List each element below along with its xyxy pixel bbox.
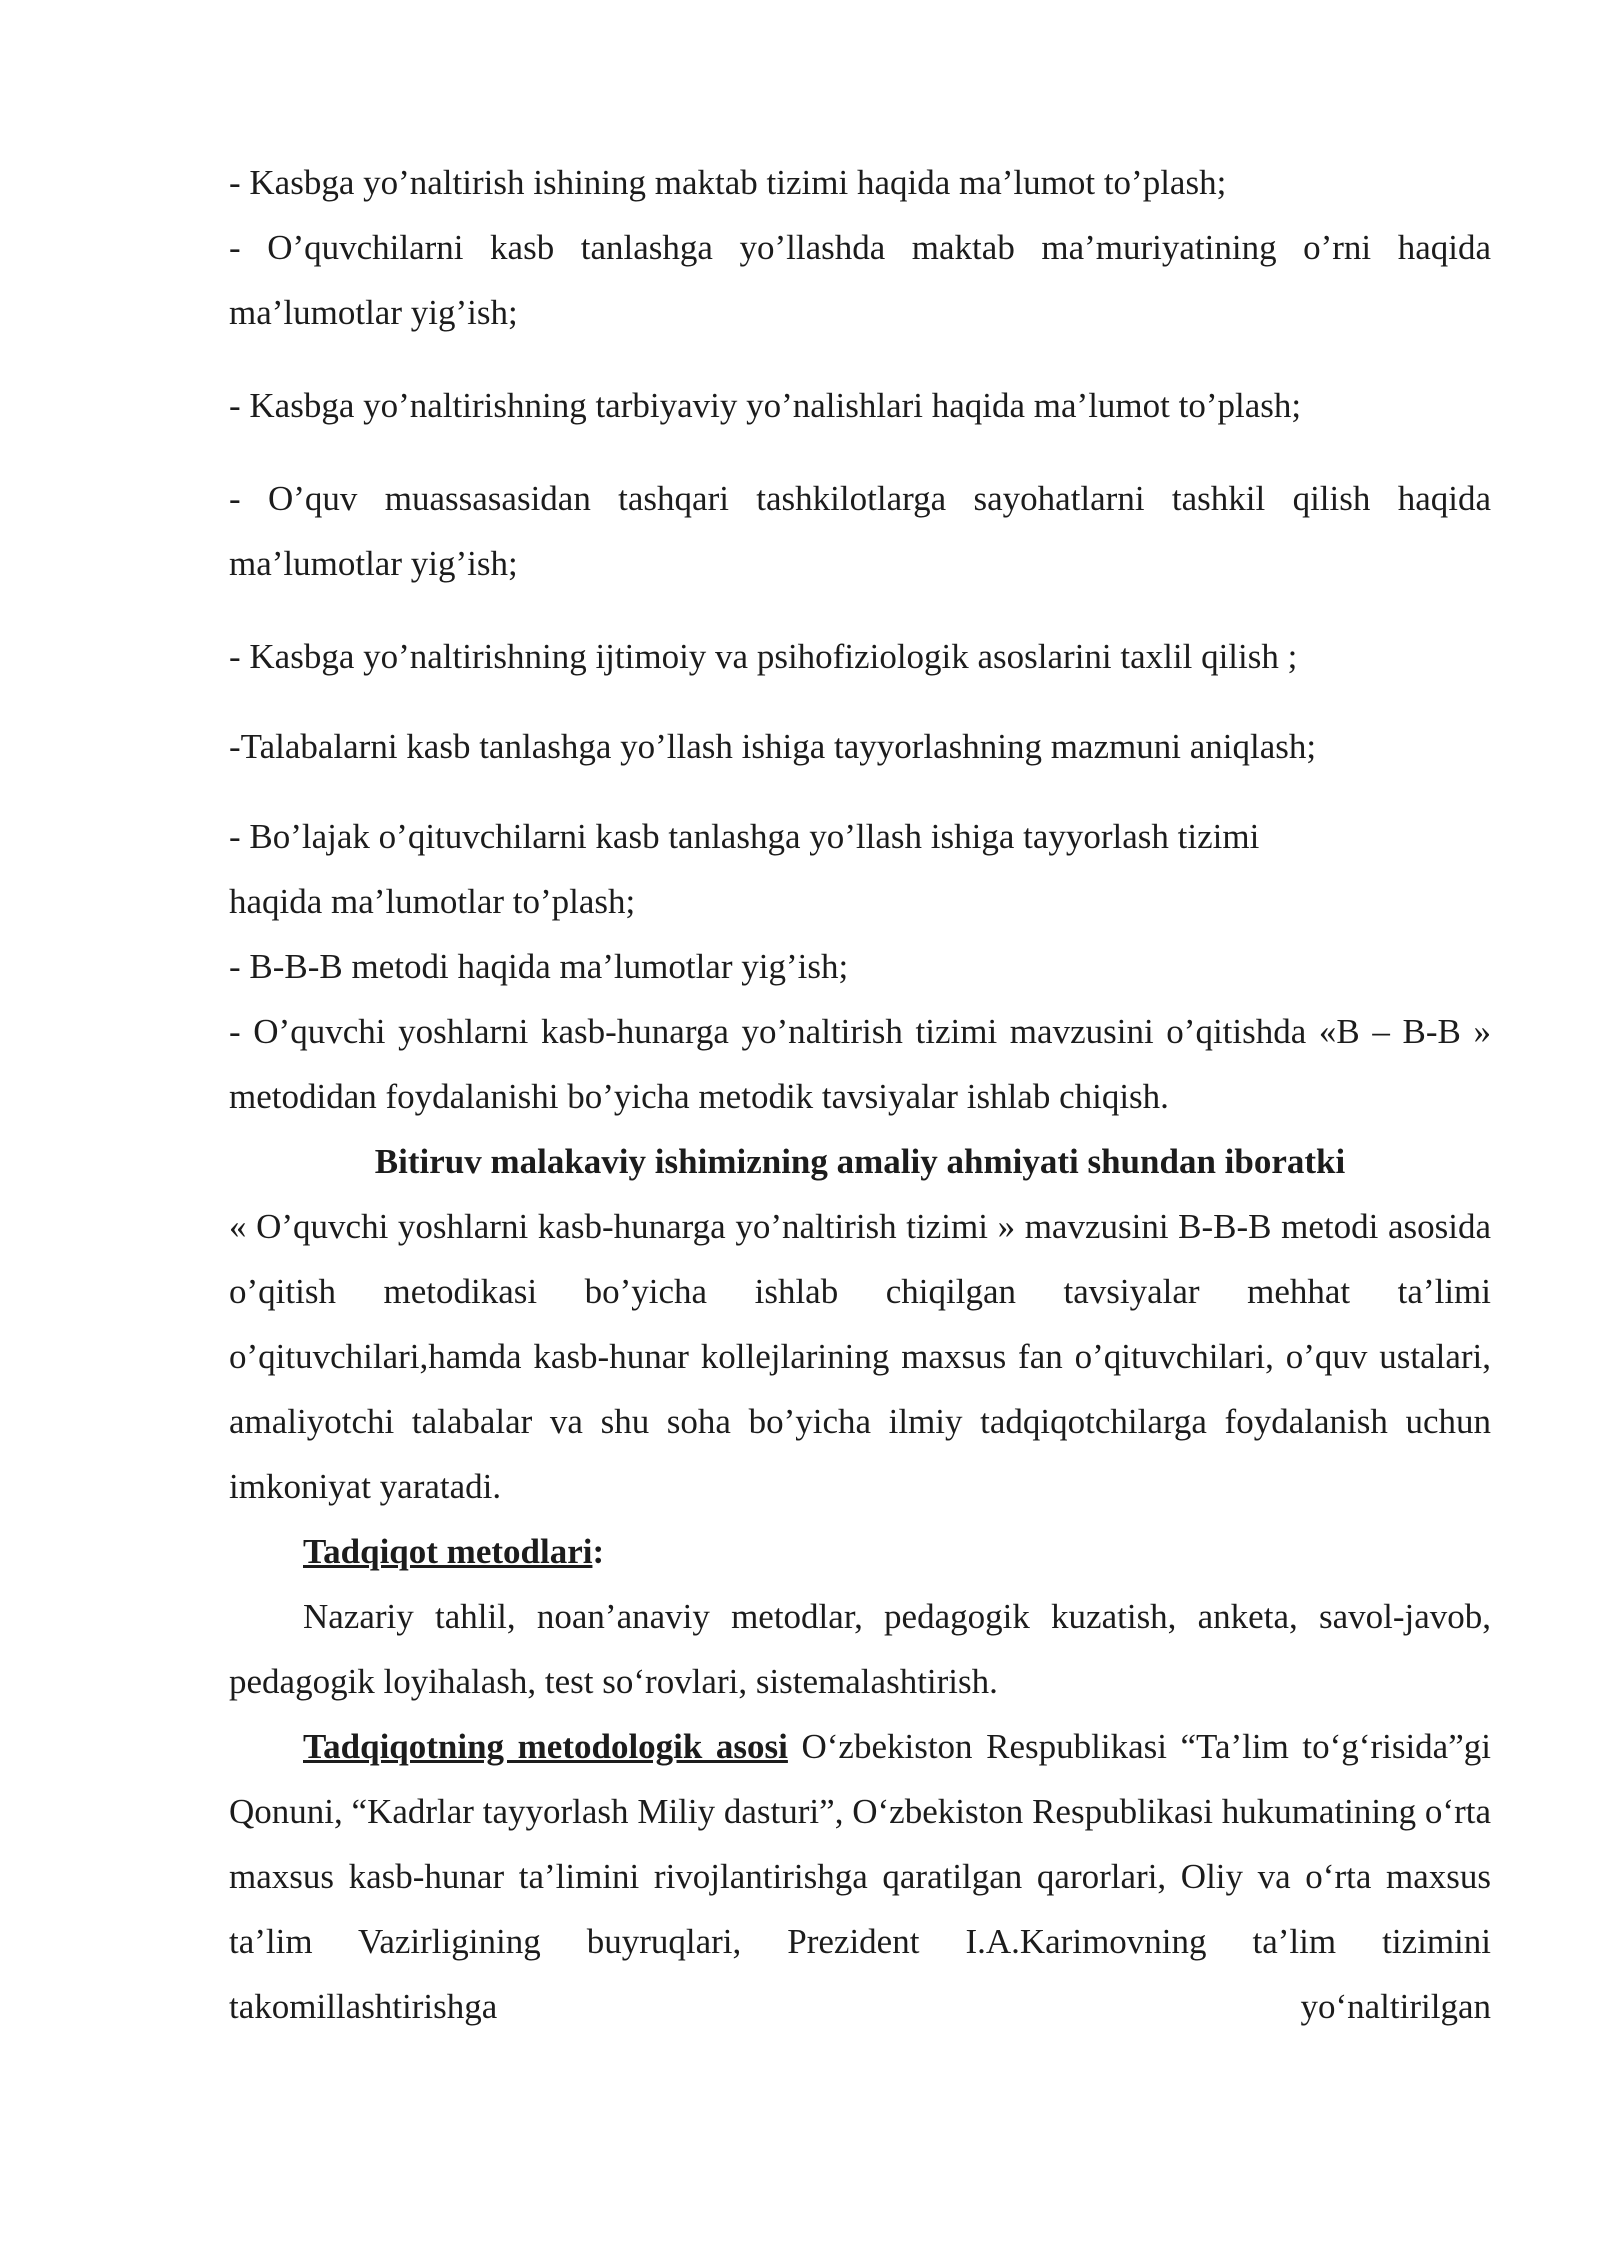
methodology-heading: Tadqiqotning metodologik asosi [303, 1727, 788, 1766]
methods-heading: Tadqiqot metodlari [303, 1532, 593, 1571]
goal-item-9: - O’quvchi yoshlarni kasb-hunarga yo’naltirish tizimi mavzusini o’qitishda «B – B-B » metodidan foydalanishi bo’yicha metodik tavsiyalar ishlab chiqish. [229, 1012, 1491, 1116]
methods-text: Nazariy tahlil, noan’anaviy metodlar, pedagogik kuzatish, anketa, savol-javob, pedagogik loyihalash, test so‘rovlari, sistemalashtirish. [229, 1597, 1491, 1701]
document-page [229, 150, 1491, 2039]
goal-item-7-cont: haqida ma’lumotlar to’plash; [229, 882, 636, 921]
goal-item-7: - Bo’lajak o’qituvchilarni kasb tanlashga yo’llash ishiga tayyorlash tizimi [229, 817, 1260, 856]
goal-item-6: -Talabalarni kasb tanlashga yo’llash ishiga tayyorlashning mazmuni aniqlash; [229, 727, 1317, 766]
goal-item-4: - O’quv muassasasidan tashqari tashkilotlarga sayohatlarni tashkil qilish haqida ma’lumotlar yig’ish; [229, 479, 1491, 583]
goal-item-3: - Kasbga yo’naltirishning tarbiyaviy yo’nalishlari haqida ma’lumot to’plash; [229, 386, 1302, 425]
methods-heading-line [229, 1519, 1491, 1584]
methodology-paragraph [229, 1714, 1491, 2039]
goal-item-8: - B-B-B metodi haqida ma’lumotlar yig’ish; [229, 947, 849, 986]
methods-colon: : [592, 1532, 605, 1571]
methodology-text: O‘zbekiston Respublikasi “Ta’lim to‘g‘risida”gi Qonuni, “Kadrlar tayyorlash Miliy dasturi”, O‘zbekiston Respublikasi hukumatining o‘rta maxsus kasb-hunar ta’limini rivojlantirishga qaratilgan qarorlari, Oliy va o‘rta maxsus ta’lim Vazirligining buyruqlari, Prezident I.A.Karimovning ta’lim tizimini takomillashtirishga yo‘naltirilgan [229, 1727, 1491, 2026]
goal-item-1: - Kasbga yo’naltirish ishining maktab tizimi haqida ma’lumot to’plash; [229, 163, 1227, 202]
practical-heading: Bitiruv malakaviy ishimizning amaliy ahmiyati shundan iboratki [374, 1142, 1346, 1181]
goal-item-2: - O’quvchilarni kasb tanlashga yo’llashda maktab ma’muriyatining o’rni haqida ma’lumotlar yig’ish; [229, 228, 1491, 332]
goal-item-5: - Kasbga yo’naltirishning ijtimoiy va psihofiziologik asoslarini taxlil qilish ; [229, 637, 1298, 676]
practical-text: « O’quvchi yoshlarni kasb-hunarga yo’naltirish tizimi » mavzusini B-B-B metodi asosida o’qitish metodikasi bo’yicha ishlab chiqilgan tavsiyalar mehhat ta’limi o’qituvchilari,hamda kasb-hunar kollejlarining maxsus fan o’qituvchilari, o’quv ustalari, amaliyotchi talabalar va shu soha bo’yicha ilmiy tadqiqotchilarga foydalanish uchun imkoniyat yaratadi. [229, 1207, 1491, 1506]
